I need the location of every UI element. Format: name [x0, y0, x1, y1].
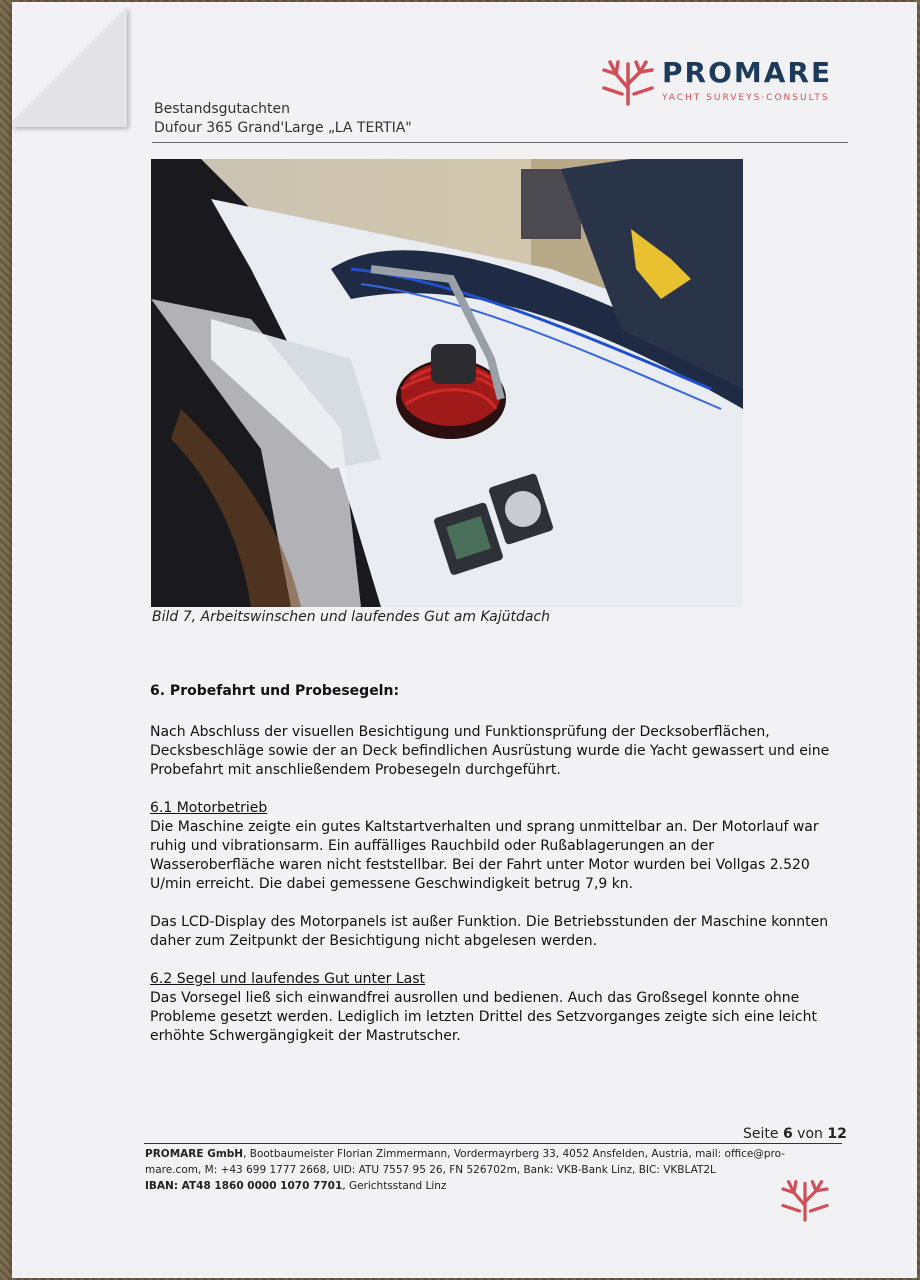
motor-paragraph-1: Die Maschine zeigte ein gutes Kaltstartverhalten und sprang unmittelbar an. Der Motorlauf war ruhig und vibrationsarm. Ein auffälliges Rauchbild oder Rußablagerungen an der Wasseroberfläche waren nicht feststellbar. Bei der Fahrt unter Motor wurden bei Vollgas 2.520 U/min erreicht. Die dabei gemessene Geschwindigkeit betrug 7,9 kn.	[150, 819, 819, 892]
document-page	[12, 2, 917, 1278]
logo-wordmark: PROMARE	[662, 56, 833, 89]
page-number: Seite 6 von 12	[743, 1126, 847, 1142]
header-vessel: Dufour 365 Grand'Large „LA TERTIA"	[154, 120, 412, 136]
figure-caption: Bild 7, Arbeitswinschen und laufendes Gut am Kajütdach	[152, 609, 551, 625]
promare-logo	[598, 58, 848, 108]
footer-line-2: mare.com, M: +43 699 1777 2668, UID: ATU 7557 95 26, FN 526702m, Bank: VKB-Bank Linz, BIC: VKBLAT2L	[145, 1164, 716, 1176]
section-intro: Nach Abschluss der visuellen Besichtigung und Funktionsprüfung der Decksoberflächen, Decksbeschläge sowie der an Deck befindlichen Ausrüstung wurde die Yacht gewassert und eine Probefahrt mit anschließendem Probesegeln durchgeführt.	[150, 724, 830, 778]
subsection-title-motor: 6.1 Motorbetrieb	[150, 800, 268, 816]
section-heading: 6. Probefahrt und Probesegeln:	[150, 683, 400, 699]
header-divider	[152, 142, 848, 143]
sails-paragraph-1: Das Vorsegel ließ sich einwandfrei ausrollen und bedienen. Auch das Großsegel konnte ohne Probleme gesetzt werden. Lediglich im letzten Drittel des Setzvorganges zeigte sich eine leicht erhöhte Schwergängigkeit der Mastrutscher.	[150, 990, 817, 1044]
footer-line-3: IBAN: AT48 1860 0000 1070 7701, Gerichtsstand Linz	[145, 1180, 447, 1192]
footer-line-1: PROMARE GmbH, Bootbaumeister Florian Zimmermann, Vordermayrberg 33, 4052 Ansfelden, Austria, mail: office@pro-	[145, 1148, 785, 1160]
folded-corner	[12, 2, 127, 127]
deck-photo	[151, 159, 743, 607]
footer-divider	[144, 1143, 842, 1144]
motor-paragraph-2: Das LCD-Display des Motorpanels ist außer Funktion. Die Betriebsstunden der Maschine konnten daher zum Zeitpunkt der Besichtigung nicht abgelesen werden.	[150, 914, 829, 949]
footer	[145, 1146, 845, 1194]
section-content	[150, 682, 840, 1065]
footer-coral-icon	[777, 1178, 833, 1222]
coral-icon	[598, 58, 658, 106]
header-doc-type: Bestandsgutachten	[154, 101, 291, 117]
subsection-title-sails: 6.2 Segel und laufendes Gut unter Last	[150, 971, 426, 987]
logo-tagline: YACHT SURVEYS·CONSULTS	[662, 93, 830, 103]
document-header	[154, 100, 412, 138]
